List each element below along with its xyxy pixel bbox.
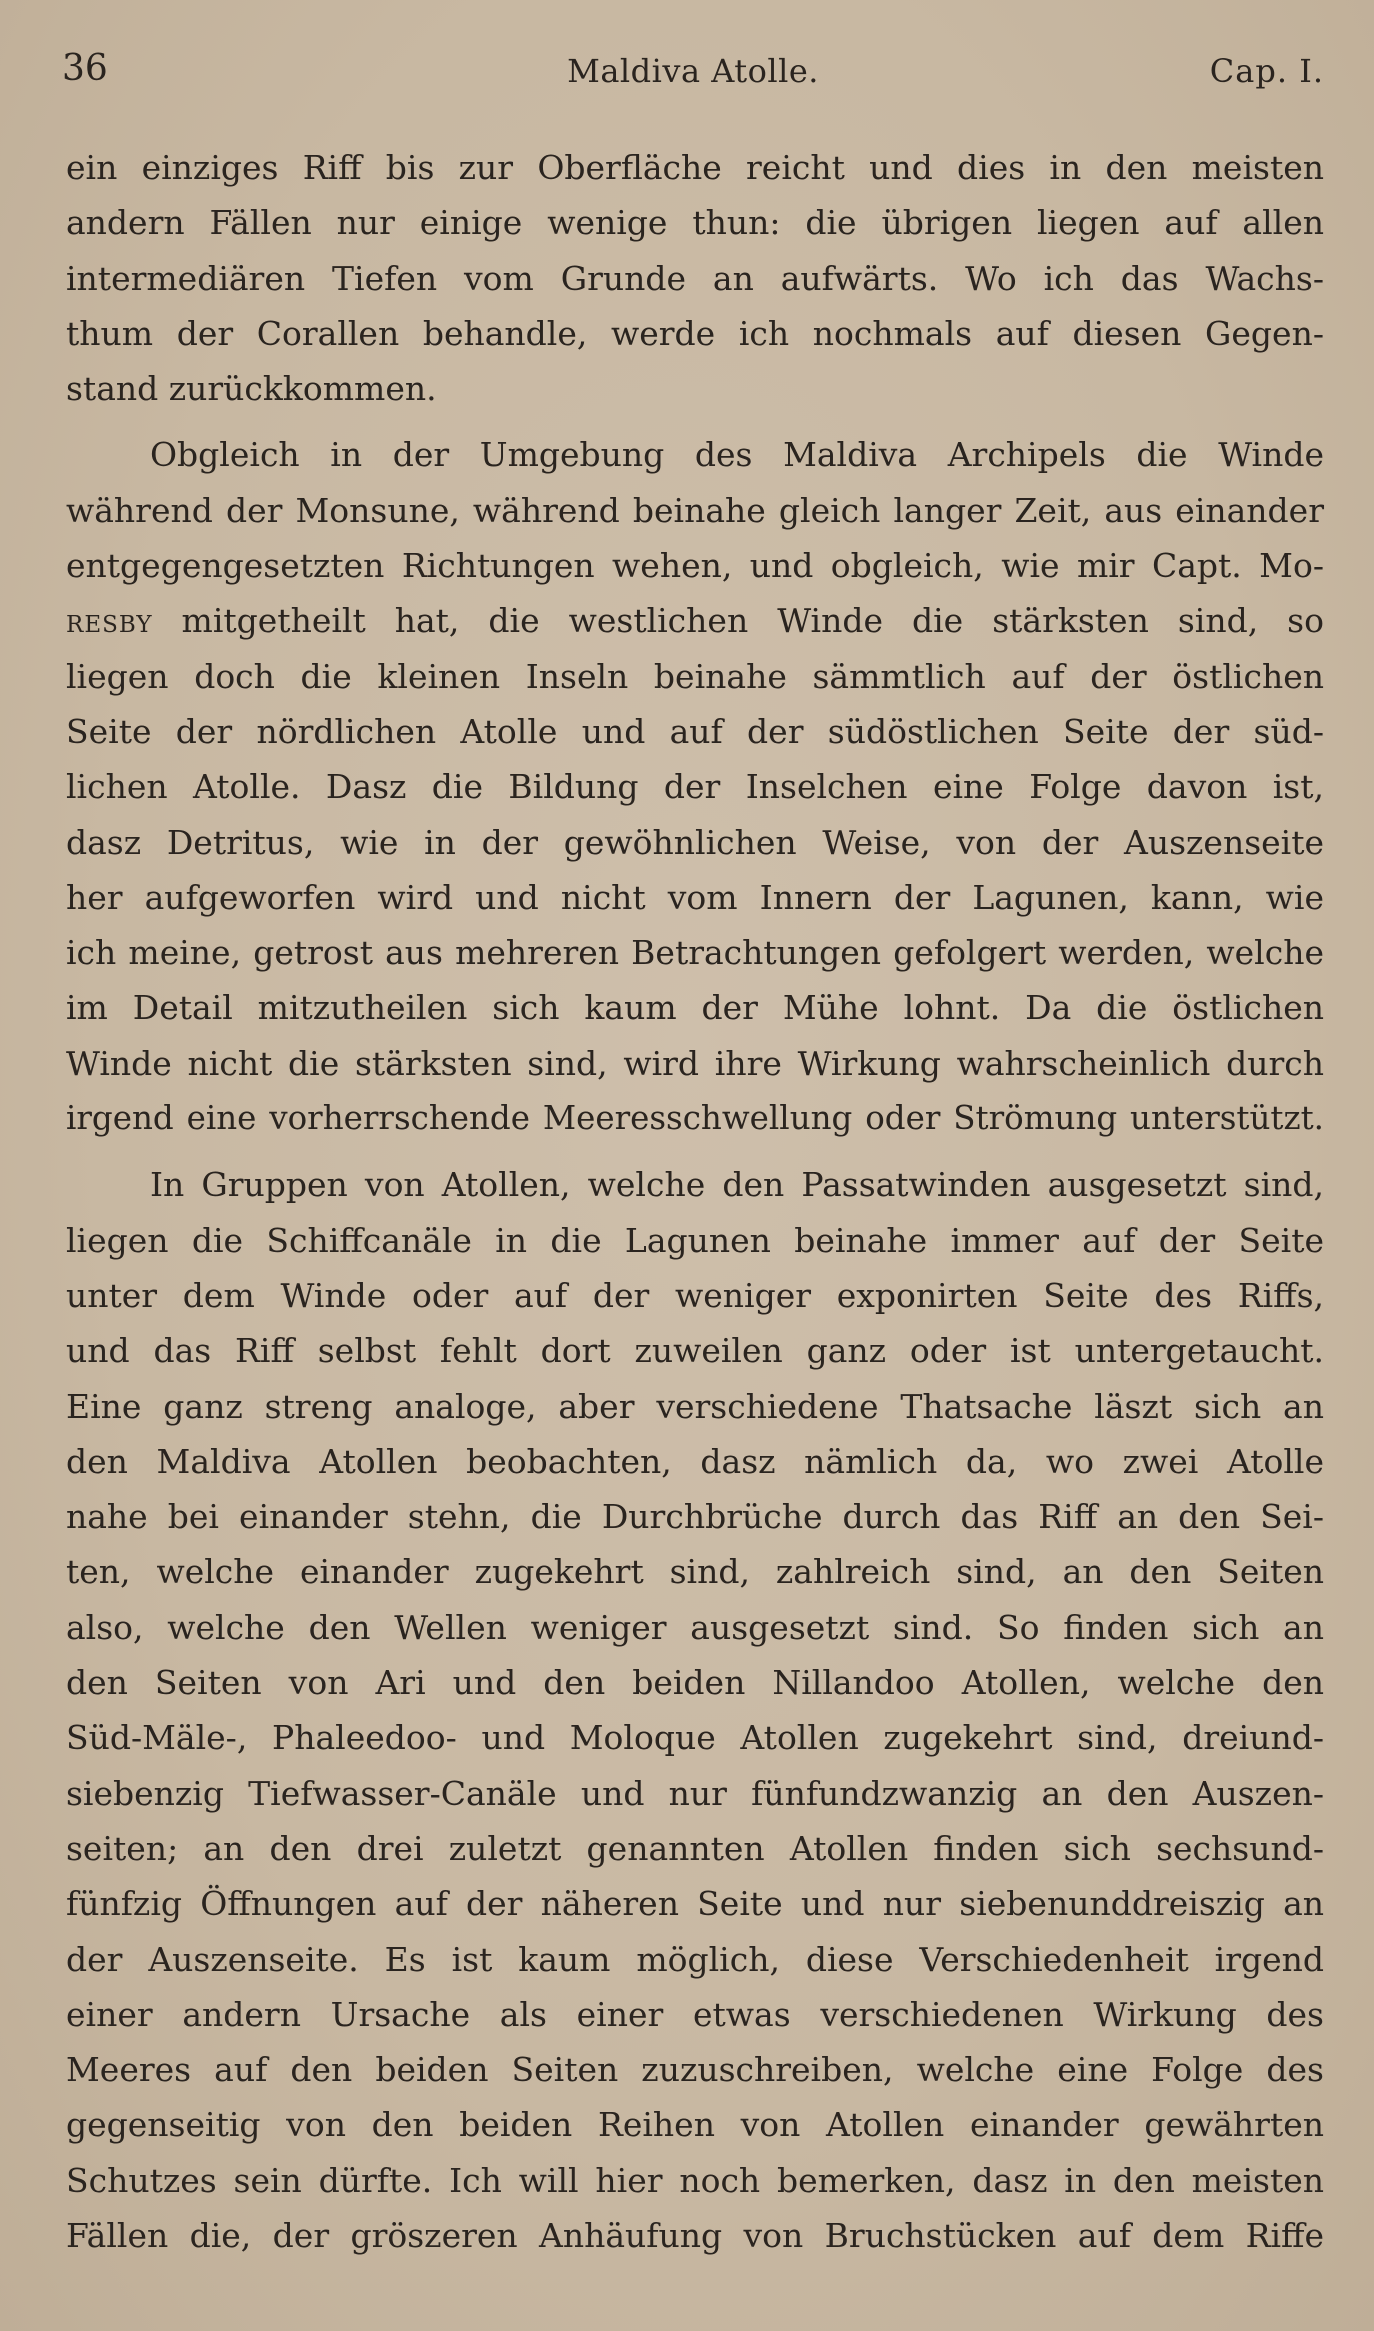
text-line: der Auszenseite. Es ist kaum möglich, diese Verschiedenheit irgend — [66, 1939, 1324, 1979]
text-line: thum der Corallen behandle, werde ich nochmals auf diesen Gegen- — [66, 313, 1324, 353]
text-line: den Seiten von Ari und den beiden Nillandoo Atollen, welche den — [66, 1663, 1324, 1703]
text-line: während der Monsune, während beinahe gleich langer Zeit, aus einander — [66, 490, 1324, 530]
text-line: einer andern Ursache als einer etwas verschiedenen Wirkung des — [66, 1994, 1324, 2034]
text-line: im Detail mitzutheilen sich kaum der Mühe lohnt. Da die östlichen — [66, 988, 1324, 1028]
paragraph — [66, 1157, 1324, 2263]
paragraph — [66, 427, 1324, 1146]
text-line: Schutzes sein dürfte. Ich will hier noch bemerken, dasz in den meisten — [66, 2160, 1324, 2200]
text-line: Süd-Mäle-, Phaleedoo- und Moloque Atollen zugekehrt sind, dreiund- — [66, 1718, 1324, 1758]
text-line: Obgleich in der Umgebung des Maldiva Archipels die Winde — [150, 435, 1324, 475]
text-line: also, welche den Wellen weniger ausgesetzt sind. So finden sich an — [66, 1607, 1324, 1647]
text-line: fünfzig Öffnungen auf der näheren Seite und nur siebenunddreiszig an — [66, 1884, 1324, 1924]
text-line: dasz Detritus, wie in der gewöhnlichen Weise, von der Auszenseite — [66, 822, 1324, 862]
text-line-rest: mitgetheilt hat, die westlichen Winde die stärksten sind, so — [181, 601, 1324, 641]
running-title: Maldiva Atolle. — [567, 52, 819, 90]
running-head — [62, 48, 1324, 98]
text-line: nahe bei einander stehn, die Durchbrüche durch das Riff an den Sei- — [66, 1497, 1324, 1537]
text-line: unter dem Winde oder auf der weniger exponirten Seite des Riffs, — [66, 1275, 1324, 1315]
text-line: ich meine, getrost aus mehreren Betrachtungen gefolgert werden, welche — [66, 933, 1324, 973]
text-line: seiten; an den drei zuletzt genannten Atollen finden sich sechsund- — [66, 1828, 1324, 1868]
text-line: lichen Atolle. Dasz die Bildung der Inselchen eine Folge davon ist, — [66, 767, 1324, 807]
text-line: Fällen die, der gröszeren Anhäufung von Bruchstücken auf dem Riffe — [66, 2215, 1324, 2255]
text-line: liegen die Schiffcanäle in die Lagunen beinahe immer auf der Seite — [66, 1220, 1324, 1260]
text-line: entgegengesetzten Richtungen wehen, und obgleich, wie mir Capt. Mo- — [66, 546, 1324, 586]
text-line: den Maldiva Atollen beobachten, dasz nämlich da, wo zwei Atolle — [66, 1441, 1324, 1481]
text-line: Winde nicht die stärksten sind, wird ihre Wirkung wahrscheinlich durch — [66, 1043, 1324, 1083]
text-line: Seite der nördlichen Atolle und auf der südöstlichen Seite der süd- — [66, 711, 1324, 751]
text-line: liegen doch die kleinen Inseln beinahe sämmtlich auf der östlichen — [66, 656, 1324, 696]
text-line: ein einziges Riff bis zur Oberfläche reicht und dies in den meisten — [66, 148, 1324, 187]
author-name-smallcaps: resby — [66, 601, 153, 641]
text-line: siebenzig Tiefwasser-Canäle und nur fünfundzwanzig an den Auszen- — [66, 1773, 1324, 1813]
text-line: intermediären Tiefen vom Grunde an aufwärts. Wo ich das Wachs- — [66, 258, 1324, 298]
text-line: stand zurückkommen. — [66, 369, 437, 409]
text-line-with-smallcaps — [66, 593, 1324, 648]
body-text — [66, 140, 1324, 2263]
text-line: Meeres auf den beiden Seiten zuzuschreiben, welche eine Folge des — [66, 2050, 1324, 2090]
text-line: her aufgeworfen wird und nicht vom Innern der Lagunen, kann, wie — [66, 877, 1324, 917]
text-line: Eine ganz streng analoge, aber verschiedene Thatsache läszt sich an — [66, 1386, 1324, 1426]
text-line: und das Riff selbst fehlt dort zuweilen ganz oder ist untergetaucht. — [66, 1331, 1324, 1371]
text-line: irgend eine vorherrschende Meeresschwellung oder Strömung unterstützt. — [66, 1099, 1324, 1138]
text-line: ten, welche einander zugekehrt sind, zahlreich sind, an den Seiten — [66, 1552, 1324, 1592]
text-line: andern Fällen nur einige wenige thun: die übrigen liegen auf allen — [66, 203, 1324, 243]
text-line: In Gruppen von Atollen, welche den Passatwinden ausgesetzt sind, — [150, 1165, 1324, 1205]
text-line: gegenseitig von den beiden Reihen von Atollen einander gewährten — [66, 2105, 1324, 2145]
paragraph — [66, 140, 1324, 416]
chapter-reference: Cap. I. — [1209, 52, 1324, 90]
page-number: 36 — [62, 48, 108, 89]
